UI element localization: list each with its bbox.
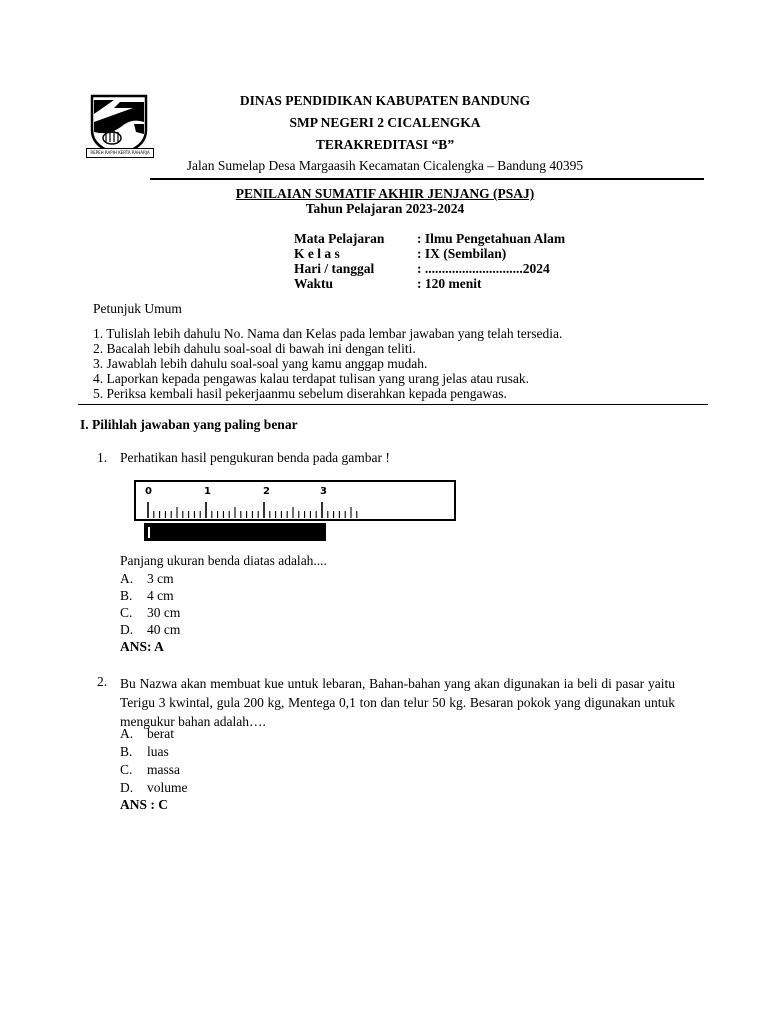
accreditation: TERAKREDITASI “B” bbox=[315, 137, 455, 152]
option-text: massa bbox=[147, 762, 180, 777]
option-letter: D. bbox=[120, 622, 134, 637]
question-prompt: Panjang ukuran benda diatas adalah.... bbox=[120, 553, 327, 568]
info-label-subject: Mata Pelajaran bbox=[294, 231, 385, 246]
question-text: Bu Nazwa akan membuat kue untuk lebaran, Bahan-bahan yang akan digunakan ia beli di pasar yaitu Terigu 3 kwintal, gula 200 kg, Mentega 0,1 ton dan telur 50 kg. Besaran pokok yang digunakan untuk mengukur bahan adalah…. bbox=[120, 676, 675, 729]
info-value-time: : 120 menit bbox=[417, 276, 482, 291]
instruction-item: 1. Tulislah lebih dahulu No. Nama dan Kelas pada lembar jawaban yang telah tersedia. bbox=[93, 326, 563, 341]
answer-key: ANS: A bbox=[120, 639, 164, 654]
info-value-subject: : Ilmu Pengetahuan Alam bbox=[417, 231, 566, 246]
header-divider bbox=[150, 178, 704, 180]
exam-title: PENILAIAN SUMATIF AKHIR JENJANG (PSAJ) bbox=[235, 186, 535, 201]
object-marker bbox=[148, 527, 150, 538]
option-text: 30 cm bbox=[147, 605, 181, 620]
info-label-class: K e l a s bbox=[294, 246, 340, 261]
section-title: I. Pilihlah jawaban yang paling benar bbox=[80, 417, 298, 432]
instructions-heading: Petunjuk Umum bbox=[93, 301, 182, 316]
option-letter: B. bbox=[120, 588, 133, 603]
ruler-svg bbox=[132, 478, 462, 544]
question-text: Perhatikan hasil pengukuran benda pada gambar ! bbox=[120, 450, 390, 465]
option-text: 4 cm bbox=[147, 588, 174, 603]
exam-year: Tahun Pelajaran 2023-2024 bbox=[305, 201, 465, 216]
option-text: luas bbox=[147, 744, 169, 759]
instruction-item: 4. Laporkan kepada pengawas kalau terdapat tulisan yang urang jelas atau rusak. bbox=[93, 371, 529, 386]
question-number: 1. bbox=[97, 450, 108, 465]
school-logo bbox=[84, 92, 154, 162]
measured-object bbox=[144, 523, 326, 541]
info-label-time: Waktu bbox=[294, 276, 334, 291]
ruler-label: 2 bbox=[263, 486, 270, 497]
option-text: volume bbox=[147, 780, 188, 795]
school-address: Jalan Sumelap Desa Margaasih Kecamatan Cicalengka – Bandung 40395 bbox=[186, 158, 584, 173]
answer-key: ANS : C bbox=[120, 797, 169, 812]
question-number: 2. bbox=[97, 674, 108, 689]
instruction-item: 2. Bacalah lebih dahulu soal-soal di bawah ini dengan teliti. bbox=[93, 341, 416, 356]
ruler-figure bbox=[132, 478, 462, 544]
instructions-divider bbox=[78, 404, 708, 405]
school-name: SMP NEGERI 2 CICALENGKA bbox=[289, 115, 481, 130]
option-letter: C. bbox=[120, 605, 133, 620]
instruction-item: 5. Periksa kembali hasil pekerjaanmu sebelum diserahkan kepada pengawas. bbox=[93, 386, 507, 401]
option-text: 3 cm bbox=[147, 571, 174, 586]
agency-name: DINAS PENDIDIKAN KABUPATEN BANDUNG bbox=[239, 93, 531, 108]
ruler-label: 3 bbox=[320, 486, 327, 497]
ruler-label: 0 bbox=[145, 486, 152, 497]
logo-motto-text: REPEH RAPIH KERTA RAHARJA bbox=[90, 150, 150, 155]
ruler-label: 1 bbox=[204, 486, 211, 497]
instruction-item: 3. Jawablah lebih dahulu soal-soal yang kamu anggap mudah. bbox=[93, 356, 428, 371]
option-letter: C. bbox=[120, 762, 133, 777]
option-letter: A. bbox=[120, 726, 134, 741]
option-letter: D. bbox=[120, 780, 134, 795]
info-label-date: Hari / tanggal bbox=[294, 261, 375, 276]
info-value-date: : .............................2024 bbox=[417, 261, 550, 276]
option-text: berat bbox=[147, 726, 174, 741]
option-letter: B. bbox=[120, 744, 133, 759]
option-letter: A. bbox=[120, 571, 134, 586]
info-value-class: : IX (Sembilan) bbox=[417, 246, 507, 261]
logo-motto-banner bbox=[86, 148, 154, 158]
option-text: 40 cm bbox=[147, 622, 181, 637]
